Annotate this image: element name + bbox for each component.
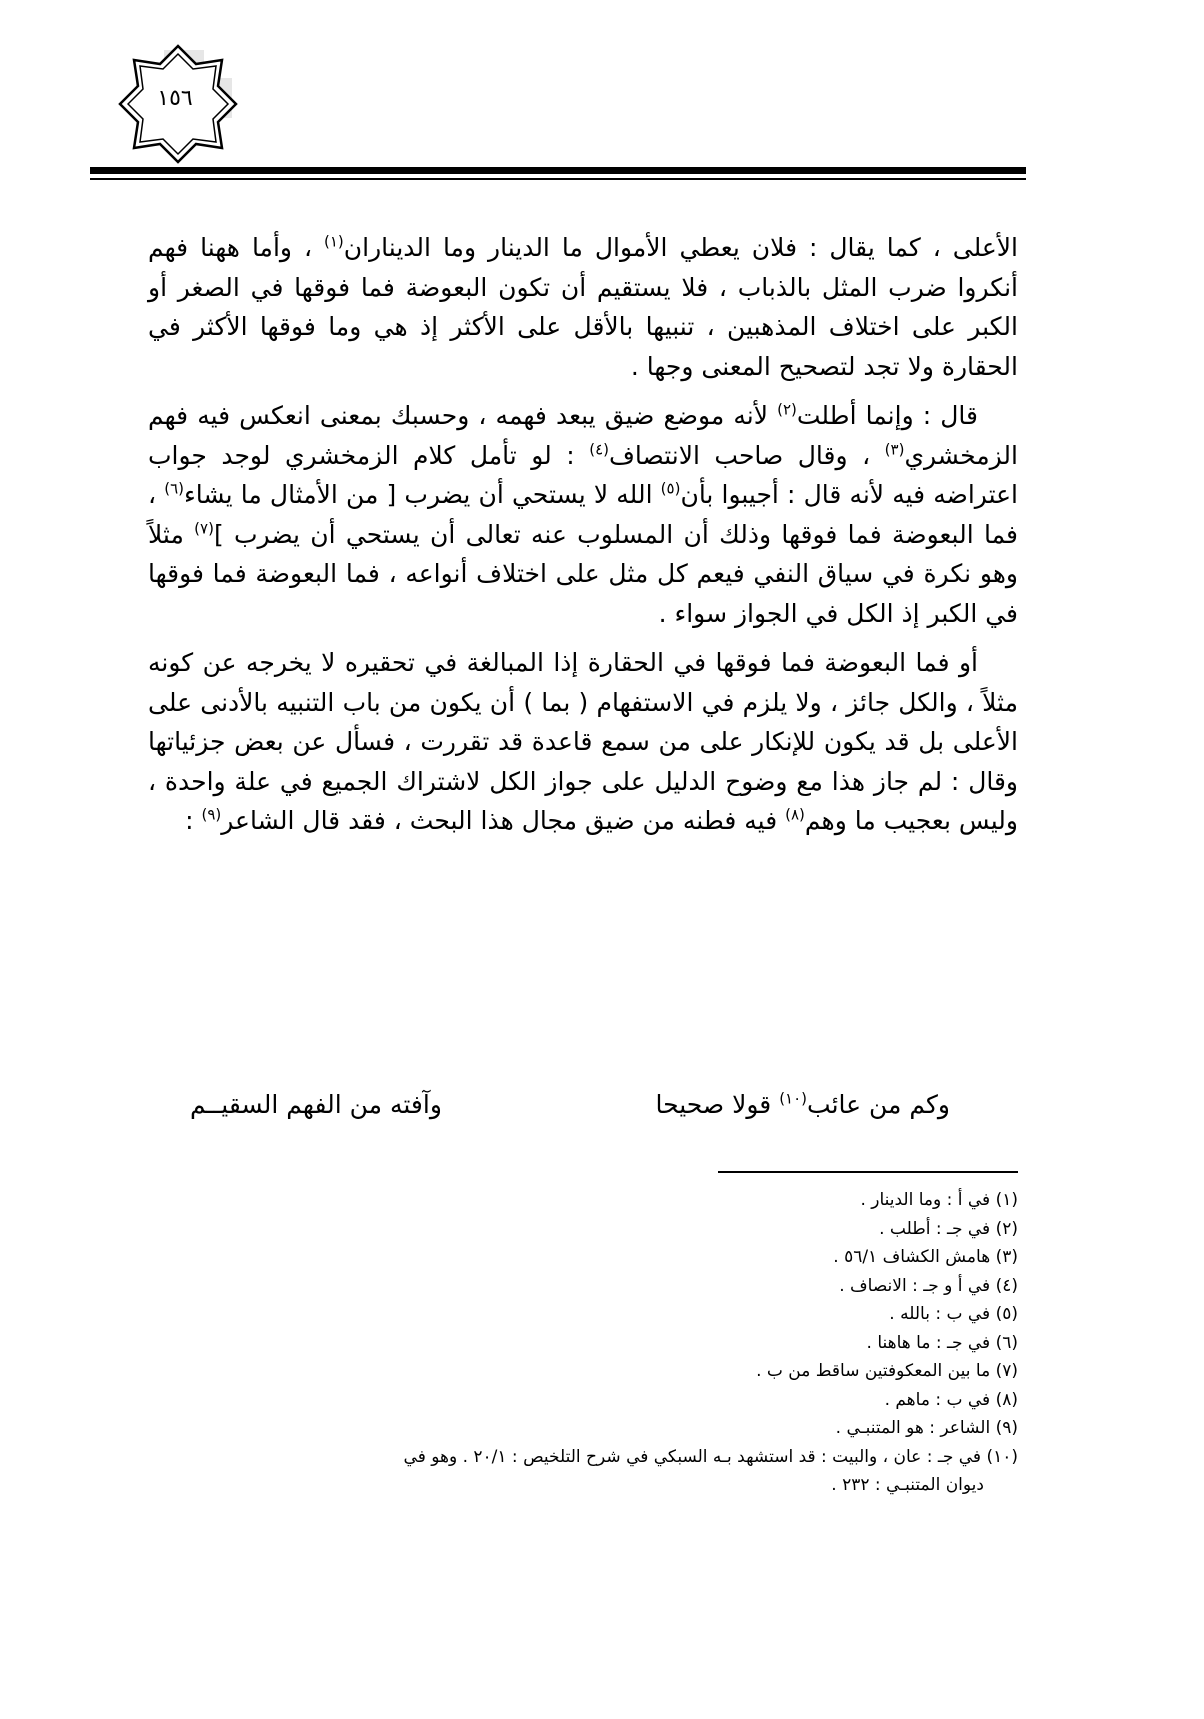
footnote-item: (١) في أ : وما الدينار . [860, 1190, 1018, 1210]
footnotes [150, 1186, 1018, 1500]
footnote-ref[interactable]: (١) [324, 232, 344, 251]
header-rule-thin [90, 178, 1026, 180]
footnote-ref[interactable]: (٦) [164, 479, 184, 498]
footnote-ref[interactable]: (٢) [777, 400, 797, 419]
paragraph-3: أو فما البعوضة فما فوقها في الحقارة إذا المبالغة في تحقيره لا يخرجه عن كونه مثلاً ، والكل جائز ، ولا يلزم في الاستفهام ( بما ) أن يكون من باب التنبيه بالأدنى على الأعلى بل قد يكون للإنكار على من سمع قاعدة قد تقررت ، فسأل عن بعض جزئياتها وقال : لم جاز هذا مع وضوح الدليل على جواز الكل لاشتراك الجميع في علة واحدة ، وليس بعجيب ما وهم$^{(٨)}$ فيه فطنه من ضيق مجال هذا البحث ، فقد قال الشاعر$^{(٩)}$ : [148, 648, 1018, 835]
paragraph-1: الأعلى ، كما يقال : فلان يعطي الأموال ما الدينار وما الديناران$^{(١)}$ ، وأما ههنا فهم أنكروا ضرب المثل بالذباب ، فلا يستقيم أن تكون البعوضة فما فوقها في الصغر أو الكبر على اختلاف المذهبين ، تنبيها بالأقل على الأكثر إذ هي وما فوقها الأكثر في الحقارة ولا تجد لتصحيح المعنى وجها . [148, 232, 1018, 381]
paragraph-2: قال : وإنما أطلت$^{(٢)}$ لأنه موضع ضيق يبعد فهمه ، وحسبك بمعنى انعكس فيه فهم الزمخشري$^{(٣)}$ ، وقال صاحب الانتصاف$^{(٤)}$ : لو تأمل كلام الزمخشري لوجد جواب اعتراضه فيه لأنه قال : أجيبوا بأن$^{(٥)}$ الله لا يستحي أن يضرب [ من الأمثال ما يشاء$^{(٦)}$ ، فما البعوضة فما فوقها وذلك أن المسلوب عنه تعالى أن يستحي أن يضرب ]$^{(٧)}$ مثلاً وهو نكرة في سياق النفي فيعم كل مثل على اختلاف أنواعه ، فما البعوضة فما فوقها في الكبر إذ الكل في الجواز سواء . [148, 400, 1019, 628]
footnote-ref[interactable]: (٣) [884, 440, 905, 459]
footnote-ref[interactable]: (٩) [201, 805, 222, 824]
footnote-item: (٨) في ب : ماهم . [884, 1389, 1018, 1410]
footnote-item-continued: ديوان المتنبـي : ٢٣٢ . [831, 1475, 984, 1495]
header-rule-thick [90, 167, 1026, 174]
footnote-item: (١٠) في جـ : عان ، والبيت : قد استشهد بـه السبكي في شرح التلخيص : ٢٠/١ . وهو في [403, 1446, 1018, 1467]
page-number-frame [110, 40, 250, 170]
verse-second-hemistich: وآفته من الفهم السقيــم [190, 1090, 442, 1119]
verse-first-hemistich: وكم من عائب$^{(١٠)}$ قولا صحيحا [655, 1089, 950, 1119]
footnote-ref[interactable]: (١٠) [779, 1089, 808, 1108]
footnote-item: (٧) ما بين المعكوفتين ساقط من ب . [756, 1361, 1018, 1381]
footnote-ref[interactable]: (٨) [785, 805, 805, 824]
footnote-separator [718, 1171, 1018, 1173]
page-number: ١٥٦ [157, 86, 193, 111]
footnote-ref[interactable]: (٤) [589, 440, 609, 459]
poetry-verse [190, 1090, 950, 1130]
footnote-item: (٦) في جـ : ما هاهنا . [866, 1332, 1018, 1353]
footnote-item: (٢) في جـ : أطلب . [879, 1218, 1018, 1239]
footnote-ref[interactable]: (٥) [660, 479, 681, 498]
footnote-item: (٩) الشاعر : هو المتنبـي . [835, 1418, 1018, 1438]
footnote-item: (٥) في ب : بالله . [889, 1304, 1018, 1324]
footnote-item: (٤) في أ و جـ : الانصاف . [839, 1275, 1018, 1296]
footnote-item: (٣) هامش الكشاف ٥٦/١ . [833, 1247, 1018, 1267]
footnote-ref[interactable]: (٧) [194, 519, 214, 538]
body-text [148, 228, 1018, 851]
